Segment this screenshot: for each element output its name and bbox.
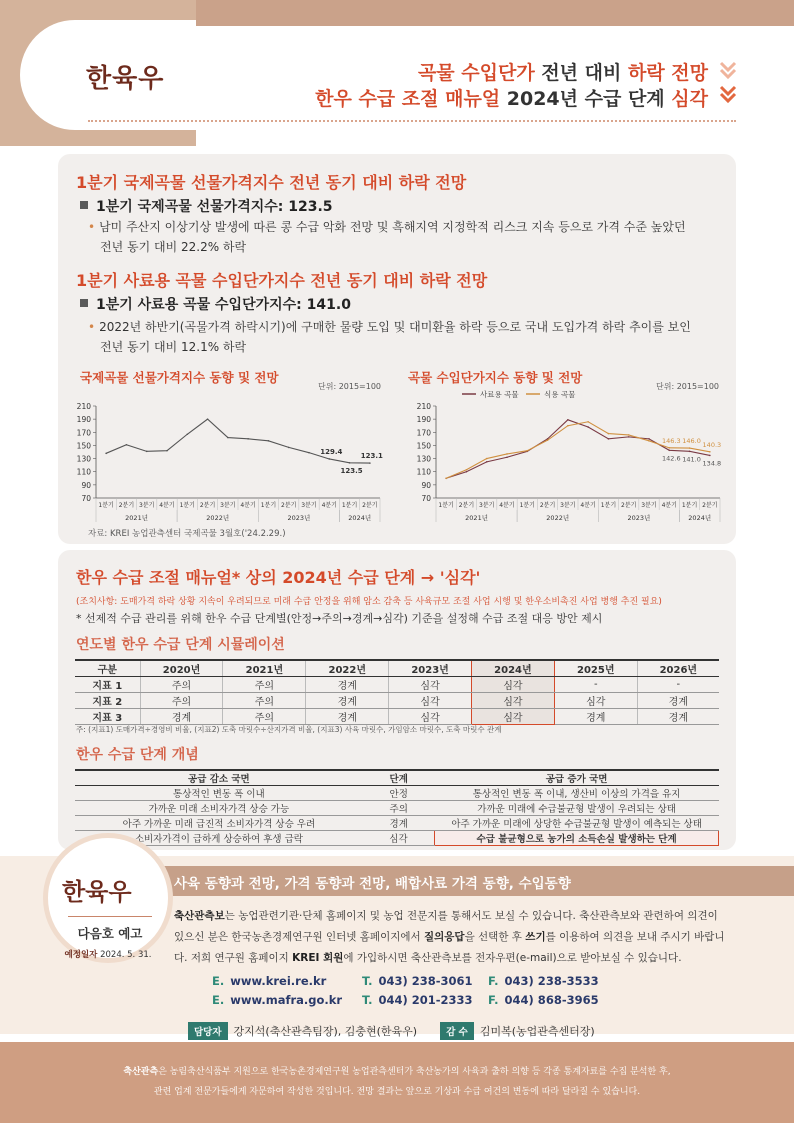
sim-cell: 심각 [472, 693, 555, 709]
section1-heading-2: 1분기 사료용 곡물 수입단가지수 전년 동기 대비 하락 전망 [76, 271, 488, 290]
stage-table-row [75, 816, 719, 831]
sim-table [75, 659, 719, 725]
staff-tag: 담당자 [188, 1022, 228, 1040]
stage-col: 단계 [363, 770, 435, 786]
x-tick-label: 2분기 [539, 502, 556, 509]
year-label: 2022년 [206, 514, 230, 522]
section2-note: * 선제적 수급 관리를 위해 한우 수급 단계별(안정→주의→경계→심각) 기준을 설정해 수급 조절 대응 방안 제시 [76, 612, 603, 625]
data-label: 146.0 [682, 437, 701, 446]
chevron-down-icon [718, 84, 738, 104]
legend-label: 식용 곡물 [544, 390, 576, 399]
x-tick-label: 4분기 [240, 502, 256, 509]
stage-cell: 심각 [363, 831, 435, 846]
sim-cell: - [554, 677, 637, 693]
data-point [126, 444, 128, 446]
sim-cell: 심각 [389, 677, 472, 693]
data-point [369, 462, 371, 464]
contact-tel-2: T. 044) 201-2333 [362, 993, 473, 1007]
data-point [608, 433, 610, 435]
sim-cell: 경계 [637, 693, 719, 709]
contact-email-1[interactable]: E. www.krei.re.kr [212, 974, 327, 988]
data-label: 123.5 [340, 466, 363, 475]
data-point [628, 436, 630, 438]
data-point [268, 440, 270, 442]
stage-title: 한우 수급 단계 개념 [76, 747, 199, 763]
x-tick-label: 1분기 [600, 502, 617, 509]
footer-text: 축산관측은 농림축산식품부 지원으로 한국농촌경제연구원 농업관측센터가 축산농가의 사육과 출하 의향 등 각종 통계자료를 수집 분석한 후, 관련 업계 전문가들에게 자문하여 작성한 것입니다. 전망 결과는 앞으로 기상과 수급 여건의 변동에 따라 달라질 수 있습니다. [123, 1067, 671, 1097]
chart2-unit: 단위: 2015=100 [656, 382, 720, 391]
sim-col: 2021년 [223, 660, 306, 677]
sim-table-row [75, 709, 719, 725]
data-point [506, 456, 508, 458]
contact-email-2[interactable]: E. www.mafra.go.kr [212, 993, 343, 1007]
brand-title: 한육우 [86, 64, 165, 94]
sim-row-label: 지표 2 [75, 693, 140, 709]
section2-title: 한우 수급 조절 매뉴얼* 상의 2024년 수급 단계 → '심각' [76, 568, 481, 587]
contact-tel-1: T. 043) 238-3061 [362, 974, 473, 988]
y-tick-label: 210 [76, 402, 91, 411]
sim-cell: 심각 [389, 693, 472, 709]
stage-table-row [75, 801, 719, 816]
sim-col: 구분 [75, 660, 140, 677]
stage-col: 공급 증가 국면 [435, 770, 719, 786]
y-tick-label: 130 [416, 454, 431, 464]
data-point [247, 438, 249, 440]
data-point [648, 440, 650, 442]
x-tick-label: 2분기 [621, 502, 637, 509]
year-label: 2022년 [546, 514, 570, 522]
x-tick-label: 4분기 [499, 502, 515, 509]
staff-line [188, 1020, 595, 1040]
data-point [668, 447, 670, 449]
stage-col: 공급 감소 국면 [75, 770, 363, 786]
data-label: 146.3 [661, 436, 681, 445]
y-tick-label: 110 [76, 467, 91, 477]
data-point [166, 450, 168, 452]
chart2-svg [402, 388, 728, 526]
sim-cell: 경계 [140, 709, 223, 725]
y-tick-label: 70 [421, 494, 431, 503]
data-point [466, 471, 468, 473]
x-tick-label: 2분기 [281, 502, 297, 509]
x-tick-label: 3분기 [220, 502, 236, 509]
staff-names: 강지석(축산관측팀장), 김충현(한육우) [233, 1025, 418, 1038]
headline-2-a: 한우 수급 조절 매뉴얼 [315, 88, 501, 110]
dotted-divider [88, 120, 736, 122]
section1-sub-2: 1분기 사료용 곡물 수입단가지수: 141.0 [80, 294, 351, 314]
data-point [486, 461, 488, 463]
x-tick-label: 1분기 [341, 502, 358, 509]
legend-label: 사료용 곡물 [480, 390, 519, 399]
data-label: 129.4 [320, 447, 343, 456]
x-tick-label: 2분기 [362, 502, 378, 509]
data-label: 142.6 [661, 454, 681, 463]
data-point [466, 469, 468, 471]
series-line [446, 420, 710, 478]
chart1-unit: 단위: 2015=100 [318, 382, 382, 391]
sim-cell: 심각 [389, 709, 472, 725]
data-point [648, 438, 650, 440]
data-point [227, 437, 229, 439]
preview-rule [68, 916, 152, 917]
stage-cell: 주의 [363, 801, 435, 816]
data-point [547, 439, 549, 441]
data-point [608, 438, 610, 440]
x-tick-label: 2분기 [458, 502, 475, 509]
x-tick-label: 2분기 [199, 502, 216, 509]
stage-table [75, 769, 719, 846]
x-tick-label: 4분기 [159, 502, 175, 509]
stage-cell: 안정 [363, 786, 435, 801]
sim-col: 2026년 [637, 660, 719, 677]
data-point [146, 451, 148, 453]
x-tick-label: 3분기 [301, 502, 317, 509]
data-point [628, 434, 630, 436]
data-point [567, 419, 569, 421]
preview-next-issue: 다음호 예고 [77, 926, 143, 941]
data-point [587, 426, 589, 428]
y-tick-label: 190 [416, 415, 431, 425]
data-point [445, 477, 447, 479]
stage-cell: 경계 [363, 816, 435, 831]
data-point [587, 421, 589, 423]
sim-row-label: 지표 1 [75, 677, 140, 693]
sim-cell: 심각 [472, 709, 555, 725]
data-point [186, 433, 188, 435]
y-tick-label: 90 [421, 480, 431, 490]
sim-cell: 경계 [306, 709, 389, 725]
chart1-svg [62, 394, 388, 526]
sim-row-label: 지표 3 [75, 709, 140, 725]
x-tick-label: 4분기 [321, 502, 337, 509]
x-tick-label: 3분기 [139, 502, 155, 509]
x-tick-label: 1분기 [260, 502, 277, 509]
data-point [689, 447, 691, 449]
section1-desc-2: • 2022년 하반기(곡물가격 하락시기)에 구매한 물량 도입 및 대미환율 하락 등으로 국내 도입가격 하락 추이를 보인 전년 동기 대비 12.1% 하락 [88, 320, 691, 354]
year-label: 2021년 [465, 514, 488, 522]
x-tick-label: 3분기 [560, 502, 576, 509]
data-point [349, 462, 351, 464]
data-point [567, 425, 569, 427]
sim-col-2024: 2024년 [472, 660, 555, 677]
data-point [486, 458, 488, 460]
source-note: 자료: KREI 농업관측센터 국제곡물 3월호('24.2.29.) [88, 529, 286, 539]
sim-cell: 경계 [637, 709, 719, 725]
section1-heading-1: 1분기 국제곡물 선물가격지수 전년 동기 대비 하락 전망 [76, 173, 467, 192]
data-point [506, 453, 508, 455]
section1-desc-1: • 남미 주산지 이상기상 발생에 따른 콩 수급 악화 전망 및 흑해지역 지정학적 리스크 지속 등으로 가격 수준 높았던 전년 동기 대비 22.2% 하락 [88, 220, 686, 254]
x-tick-label: 4분기 [661, 502, 677, 509]
stage-cell: 가까운 미래 소비자가격 상승 가능 [75, 801, 363, 816]
year-label: 2023년 [627, 514, 651, 522]
contact-fax-2: F. 044) 868-3965 [488, 993, 599, 1007]
series-line [106, 419, 370, 463]
headline-1-b: 전년 대비 [534, 62, 628, 84]
sim-note: 주: (지표1) 도매가격÷경영비 비율, (지표2) 도축 마릿수÷산지가격 비율, (지표3) 사육 마릿수, 가임암소 마릿수, 도축 마릿수 관계 [76, 725, 502, 734]
sim-cell: 경계 [306, 693, 389, 709]
y-tick-label: 150 [76, 441, 91, 451]
stage-table-row [75, 786, 719, 801]
headline-2 [315, 84, 708, 111]
data-point [288, 447, 290, 449]
y-tick-label: 90 [81, 480, 91, 490]
data-point [105, 453, 107, 455]
stage-cell: 아주 가까운 미래에 상당한 수급불균형 발생이 예측되는 상태 [435, 816, 719, 831]
sim-table-row [75, 677, 719, 693]
headline-2-b: 2024년 수급 단계 [500, 88, 672, 110]
sim-cell: 경계 [554, 709, 637, 725]
stage-cell: 통상적인 변동 폭 이내 [75, 786, 363, 801]
stage-cell: 소비자가격이 급하게 상승하여 후생 급락 [75, 831, 363, 846]
y-tick-label: 110 [416, 467, 431, 477]
year-label: 2023년 [287, 514, 311, 522]
data-label: 134.8 [702, 459, 722, 468]
y-tick-label: 170 [416, 428, 431, 438]
sim-cell: 주의 [223, 677, 306, 693]
y-tick-label: 130 [76, 454, 91, 464]
chevron-down-icon [718, 60, 738, 80]
data-point [709, 455, 711, 457]
sim-table-header [75, 660, 719, 677]
headline-1-c: 하락 전망 [627, 62, 708, 84]
preview-body: 축산관측보는 농업관련기관·단체 홈페이지 및 농업 전문지를 통해서도 보실 수 있습니다. 축산관측보와 관련하여 의견이 있으신 분은 한국농촌경제연구원 인터넷 홈페이지에서 질의응답을 선택한 후 쓰기를 이용하여 의견을 보내 주시기 바랍니 다. 저희 연구원 홈페이지 KREI 회원에 가입하시면 축산관측보를 전자우편(e-mail)으로 받아보실 수 있습니다. [174, 910, 725, 964]
y-tick-label: 150 [416, 441, 431, 451]
headline-1-a: 곡물 수입단가 [417, 62, 535, 84]
sim-cell: 주의 [140, 677, 223, 693]
section2-action: (조치사항: 도매가격 하락 상황 지속이 우려되므로 미래 수급 안정을 위해 암소 감축 등 사육규모 조절 사업 시행 및 한우소비촉진 사업 병행 추진 필요) [76, 597, 662, 607]
year-label: 2024년 [348, 514, 372, 522]
x-tick-label: 1분기 [179, 502, 195, 509]
sim-cell: 심각 [472, 677, 555, 693]
preview-banner-text: 사육 동향과 전망, 가격 동향과 전망, 배합사료 가격 동향, 수입동향 [174, 876, 571, 892]
y-tick-label: 190 [76, 415, 91, 425]
stage-cell: 수급 불균형으로 농가의 소득손실 발생하는 단계 [435, 831, 719, 846]
y-tick-label: 210 [416, 402, 431, 411]
data-point [526, 450, 528, 452]
x-tick-label: 1분기 [519, 502, 535, 509]
sim-col: 2025년 [554, 660, 637, 677]
section1-sub-1: 1분기 국제곡물 선물가격지수: 123.5 [80, 196, 333, 216]
sim-col: 2023년 [389, 660, 472, 677]
stage-cell: 아주 가까운 미래 급진적 소비자가격 상승 우려 [75, 816, 363, 831]
data-label: 123.1 [360, 452, 383, 461]
stage-cell: 통상적인 변동 폭 이내, 생산비 이상의 가격을 유지 [435, 786, 719, 801]
sim-table-row [75, 693, 719, 709]
x-tick-label: 3분기 [479, 502, 495, 509]
x-tick-label: 1분기 [438, 502, 454, 509]
sim-cell: 경계 [306, 677, 389, 693]
headline-1 [418, 58, 708, 85]
preview-date: 예정일자 2024. 5. 31. [64, 950, 152, 960]
sim-cell: - [637, 677, 719, 693]
sim-cell: 심각 [554, 693, 637, 709]
year-label: 2024년 [688, 514, 712, 522]
sim-col: 2022년 [306, 660, 389, 677]
data-point [689, 451, 691, 453]
x-tick-label: 2분기 [702, 502, 718, 509]
sim-cell: 주의 [223, 693, 306, 709]
sim-col: 2020년 [140, 660, 223, 677]
stage-cell: 가까운 미래에 수급불균형 발생이 우려되는 상태 [435, 801, 719, 816]
x-tick-label: 1분기 [681, 502, 698, 509]
headline-2-c: 심각 [671, 88, 708, 110]
chart1-title: 국제곡물 선물가격지수 동향 및 전망 [80, 370, 279, 385]
sim-title: 연도별 한우 수급 단계 시뮬레이션 [76, 637, 285, 653]
data-point [308, 452, 310, 454]
data-point [709, 451, 711, 453]
data-label: 140.3 [702, 440, 722, 449]
data-point [328, 458, 330, 460]
data-label: 141.0 [682, 455, 701, 464]
data-point [207, 418, 209, 420]
x-tick-label: 1분기 [98, 502, 114, 509]
x-tick-label: 2분기 [118, 502, 135, 509]
year-label: 2021년 [125, 514, 148, 522]
chart2-title: 곡물 수입단가지수 동향 및 전망 [408, 370, 583, 385]
stage-table-row [75, 831, 719, 846]
x-tick-label: 4분기 [580, 502, 596, 509]
review-name: 김미복(농업관측센터장) [479, 1025, 595, 1038]
preview-title: 한육우 [62, 878, 132, 906]
x-tick-label: 3분기 [641, 502, 657, 509]
y-tick-label: 70 [81, 494, 91, 503]
sim-cell: 주의 [140, 693, 223, 709]
review-tag: 감 수 [440, 1022, 474, 1040]
y-tick-label: 170 [76, 428, 91, 438]
contact-fax-1: F. 043) 238-3533 [488, 974, 599, 988]
data-point [668, 449, 670, 451]
stage-table-header [75, 770, 719, 786]
sim-cell: 주의 [223, 709, 306, 725]
